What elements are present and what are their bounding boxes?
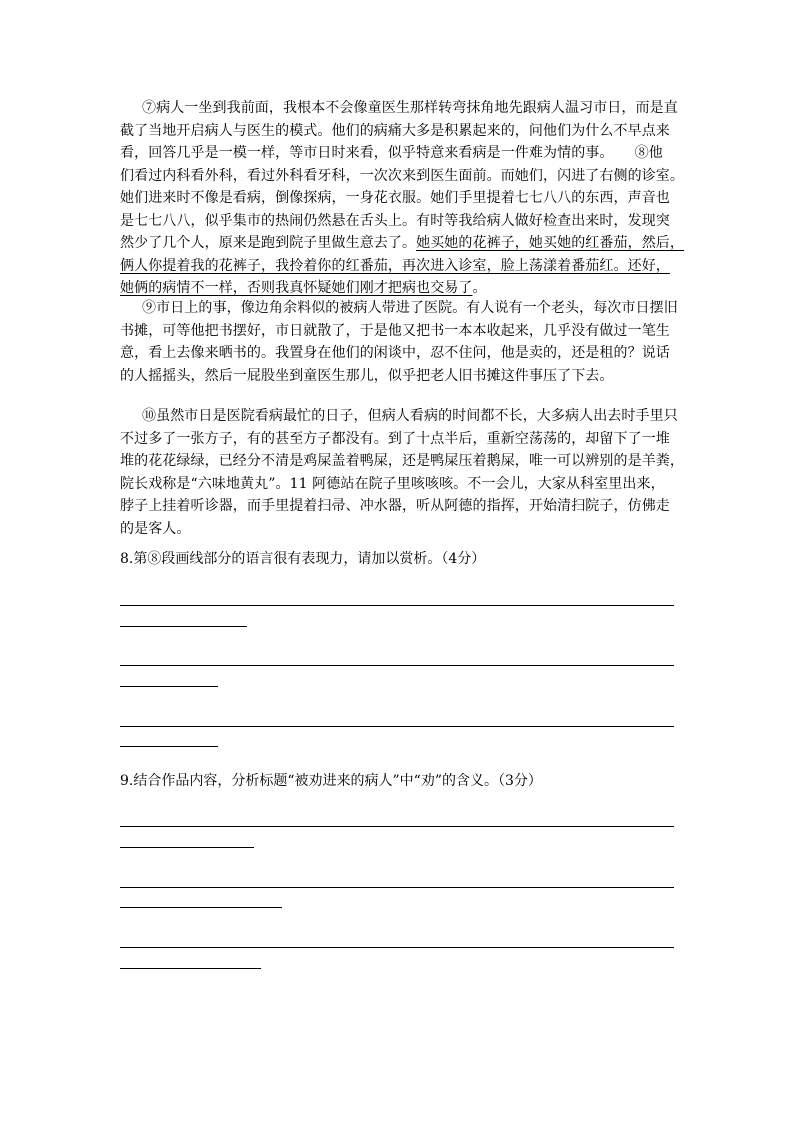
text-line: 她们进来时不像是看病，倒像探病，一身花衣服。她们手里提着七七八八的东西，声音也: [120, 190, 670, 206]
text-line: ⑦病人一坐到我前面，我根本不会像童医生那样转弯抹角地先跟病人温习市日，而是直: [142, 100, 678, 116]
answer-line[interactable]: [120, 887, 674, 888]
text-line: 不过多了一张方子，有的甚至方子都没有。到了十点半后，重新空荡荡的，却留下了一堆: [120, 430, 670, 447]
underlined-text: 她买她的花裤子，她买她的红番茄，然后，: [416, 235, 685, 251]
paragraph-7: [120, 97, 686, 300]
text-line: 意，看上去像来晒书的。我置身在他们的闲谈中，忍不住问，他是卖的，还是租的？说话: [120, 345, 670, 361]
text-line: ⑨市日上的事，像边角余料似的被病人带进了医院。有人说有一个老头，每次市日摆旧: [142, 300, 678, 316]
text-segment: 。: [472, 280, 487, 296]
question-9: 9.结合作品内容，分析标题“被劝进来的病人”中“劝”的含义。（3分）: [120, 773, 542, 789]
underlined-text: 她俩的病情不一样，否则我真怀疑她们刚才把病也交易了: [120, 280, 473, 296]
answer-line[interactable]: [120, 665, 674, 666]
text-line: 截了当地开启病人与医生的模式。他们的病痛大多是积累起来的，问他们为什么不早点来: [120, 122, 670, 139]
text-segment: 然少了几个人，原来是跑到院子里做生意去了。: [120, 235, 417, 251]
underlined-text: 俩人你提着我的花裤子，我拎着你的红番茄，再次进入诊室，脸上荡漾着番茄红。还好，: [120, 257, 670, 274]
text-line: 的是客人。: [120, 520, 191, 537]
answer-line[interactable]: [120, 626, 247, 627]
text-line: 书摊，可等他把书摆好，市日就散了，于是他又把书一本本收起来，几乎没有做过一笔生: [120, 322, 670, 339]
question-8: 8.第⑧段画线部分的语言很有表现力，请加以赏析。（4分）: [120, 551, 486, 567]
text-line: 是七七八八，似乎集市的热闹仍然悬在舌头上。有时等我给病人做好检查出来时，发现突: [120, 212, 670, 229]
answer-line[interactable]: [120, 907, 282, 908]
text-line: 脖子上挂着听诊器，而手里提着扫帚、冲水器，听从阿德的指挥，开始清扫院子，仿佛走: [120, 498, 670, 514]
text-line: 的人摇摇头，然后一屁股坐到童医生那儿，似乎把老人旧书摊这件事压了下去。: [120, 367, 614, 384]
answer-line[interactable]: [120, 847, 254, 848]
text-line: [120, 232, 686, 255]
answer-line[interactable]: [120, 726, 674, 727]
text-line: ⑩虽然市日是医院看病最忙的日子，但病人看病的时间都不长，大多病人出去时手里只: [142, 408, 678, 424]
paragraph-9: [120, 297, 686, 387]
answer-line[interactable]: [120, 746, 218, 747]
text-line: 看，回答几乎是一模一样，等市日时来看，似乎特意来看病是一件难为情的事。 ⑧他: [120, 145, 663, 161]
answer-line[interactable]: [120, 826, 674, 827]
answer-line[interactable]: [120, 947, 674, 948]
text-line: 们看过内科看外科，看过外科看牙科，一次次来到医生面前。而她们，闪进了右侧的诊室。: [120, 167, 684, 184]
answer-line[interactable]: [120, 605, 674, 606]
text-line: 院长戏称是“六味地黄丸”。11 阿德站在院子里咳咳咳。不一会儿，大家从科室里出来，: [120, 475, 665, 492]
paragraph-10: [120, 405, 686, 540]
answer-line[interactable]: [120, 968, 261, 969]
text-line: 堆的花花绿绿，已经分不清是鸡屎盖着鸭屎，还是鸭屎压着鹅屎，唯一可以辨别的是羊粪，: [120, 453, 684, 469]
answer-line[interactable]: [120, 686, 218, 687]
